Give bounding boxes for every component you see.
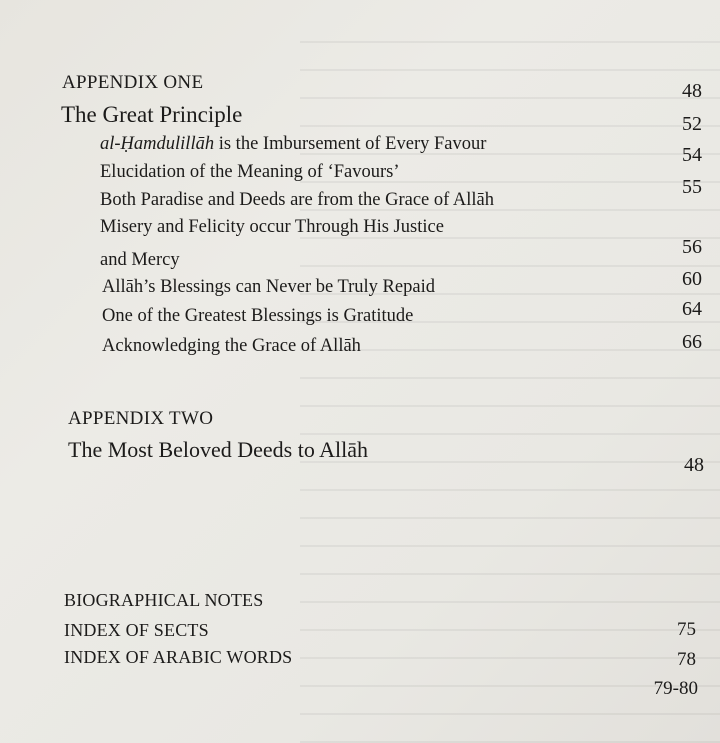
- appendix-two-label: APPENDIX TWO: [68, 408, 214, 429]
- back-matter-item: INDEX OF SECTS: [64, 620, 209, 640]
- appendix-one-page: 48: [682, 80, 702, 102]
- toc-entry-page: 66: [682, 331, 702, 353]
- back-matter-page: 75: [677, 619, 696, 640]
- toc-entry-text: is the Imbursement of Every Favour: [214, 134, 487, 154]
- toc-entry: Misery and Felicity occur Through His Justice: [100, 217, 444, 237]
- toc-entry-italic: al-Ḥamdulillāh: [100, 134, 215, 154]
- toc-entry: Allāh’s Blessings can Never be Truly Repaid: [102, 277, 435, 297]
- appendix-two-title: The Most Beloved Deeds to Allāh: [68, 437, 369, 462]
- back-matter-item: INDEX OF ARABIC WORDS: [64, 647, 293, 667]
- appendix-two-page: 48: [684, 454, 704, 476]
- toc-entry-page: 52: [682, 113, 702, 135]
- back-matter-page: 78: [677, 649, 696, 670]
- toc-entry: Elucidation of the Meaning of ‘Favours’: [100, 162, 400, 182]
- toc-entry: One of the Greatest Blessings is Gratitude: [102, 306, 414, 326]
- toc-entry-page: 55: [682, 176, 702, 198]
- back-matter-page: 79-80: [653, 678, 698, 699]
- toc-entry-page: 56: [682, 236, 702, 258]
- toc-entry: Acknowledging the Grace of Allāh: [102, 336, 361, 356]
- toc-entry-page: 60: [682, 268, 702, 290]
- toc-entry-page: 64: [682, 298, 702, 320]
- toc-entry: Both Paradise and Deeds are from the Grace of Allāh: [100, 190, 495, 210]
- appendix-one-label: APPENDIX ONE: [62, 72, 204, 93]
- toc-entry-page: 54: [682, 144, 702, 166]
- appendix-one-title: The Great Principle: [61, 102, 243, 127]
- back-matter-item: BIOGRAPHICAL NOTES: [64, 590, 264, 610]
- toc-entry: [100, 134, 486, 155]
- toc-entry-continued: and Mercy: [100, 250, 180, 270]
